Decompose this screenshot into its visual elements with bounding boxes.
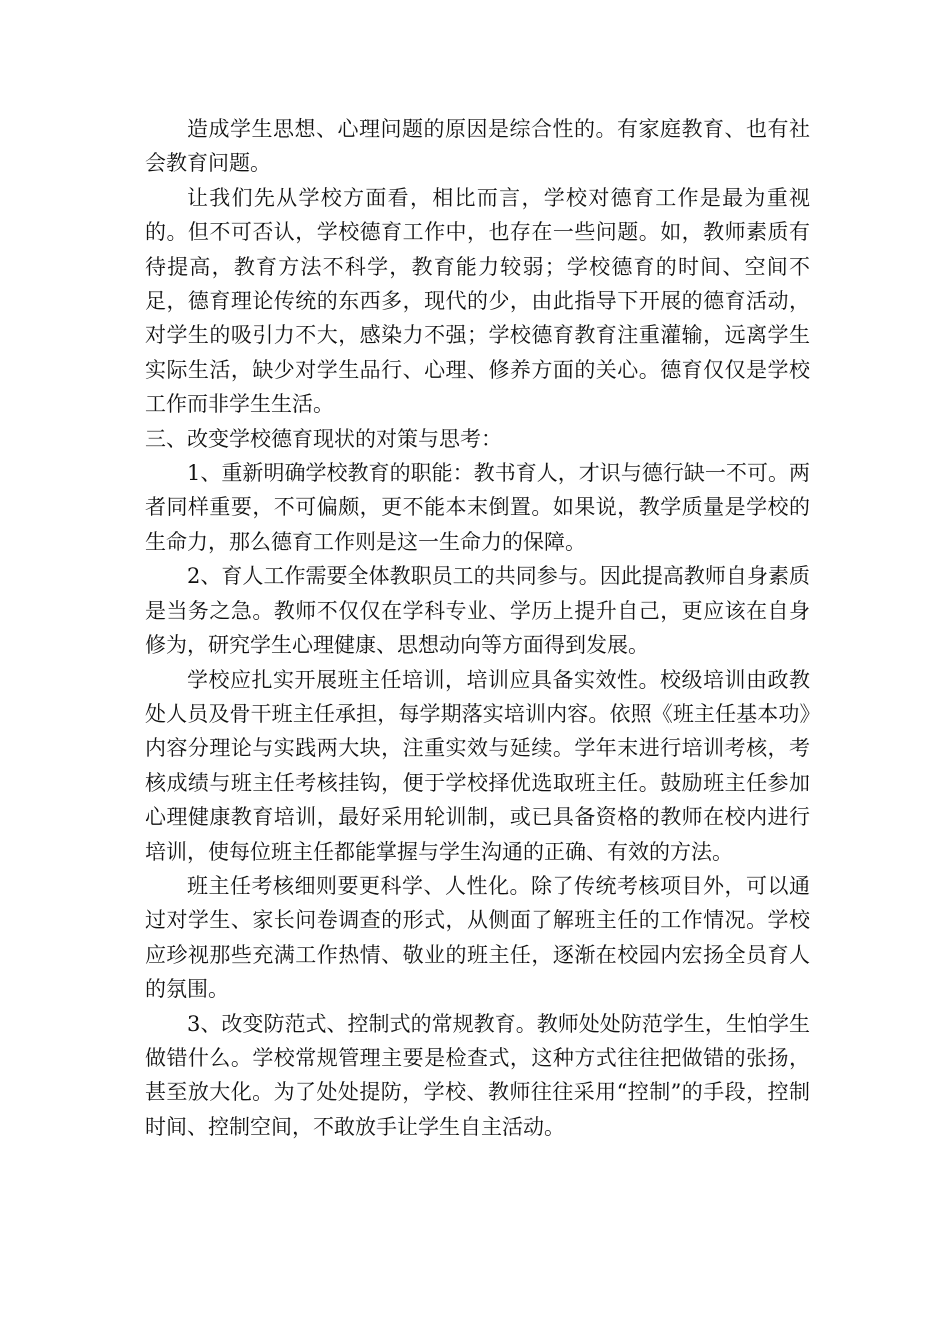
document-body: [145, 112, 810, 1144]
paragraph-point-2: 2、育人工作需要全体教职员工的共同参与。因此提高教师自身素质是当务之急。教师不仅仅在学科专业、学历上提升自己，更应该在自身修为，研究学生心理健康、思想动向等方面得到发展。: [145, 564, 810, 658]
paragraph-teacher-training: 学校应扎实开展班主任培训，培训应具备实效性。校级培训由政教处人员及骨干班主任承担，每学期落实培训内容。依照《班主任基本功》内容分理论与实践两大块，注重实效与延续。学年末进行培训考核，考核成绩与班主任考核挂钩，便于学校择优选取班主任。鼓励班主任参加心理健康教育培训，最好采用轮训制，或已具备资格的教师在校内进行培训，使每位班主任都能掌握与学生沟通的正确、有效的方法。: [145, 667, 810, 864]
paragraph-causes: 造成学生思想、心理问题的原因是综合性的。有家庭教育、也有社会教育问题。: [145, 117, 810, 176]
paragraph-point-1: 1、重新明确学校教育的职能：教书育人，才识与德行缺一不可。两者同样重要，不可偏颇，更不能本末倒置。如果说，教学质量是学校的生命力，那么德育工作则是这一生命力的保障。: [145, 461, 810, 554]
paragraph-school-issues: 让我们先从学校方面看，相比而言，学校对德育工作是最为重视的。但不可否认，学校德育工作中，也存在一些问题。如，教师素质有待提高，教育方法不科学，教育能力较弱；学校德育的时间、空间不足，德育理论传统的东西多，现代的少，由此指导下开展的德育活动，对学生的吸引力不大，感染力不强；学校德育教育注重灌输，远离学生实际生活，缺少对学生品行、心理、修养方面的关心。德育仅仅是学校工作而非学生生活。: [145, 185, 810, 417]
paragraph-assessment: 班主任考核细则要更科学、人性化。除了传统考核项目外，可以通过对学生、家长问卷调查的形式，从侧面了解班主任的工作情况。学校应珍视那些充满工作热情、敬业的班主任，逐渐在校园内宏扬全员育人的氛围。: [145, 873, 810, 1002]
section-heading-countermeasures: 三、改变学校德育现状的对策与思考：: [145, 426, 502, 451]
paragraph-point-3: 3、改变防范式、控制式的常规教育。教师处处防范学生，生怕学生做错什么。学校常规管理主要是检查式，这种方式往往把做错的张扬，甚至放大化。为了处处提防，学校、教师往往采用“控制”的手段，控制时间、控制空间，不敢放手让学生自主活动。: [145, 1011, 810, 1139]
